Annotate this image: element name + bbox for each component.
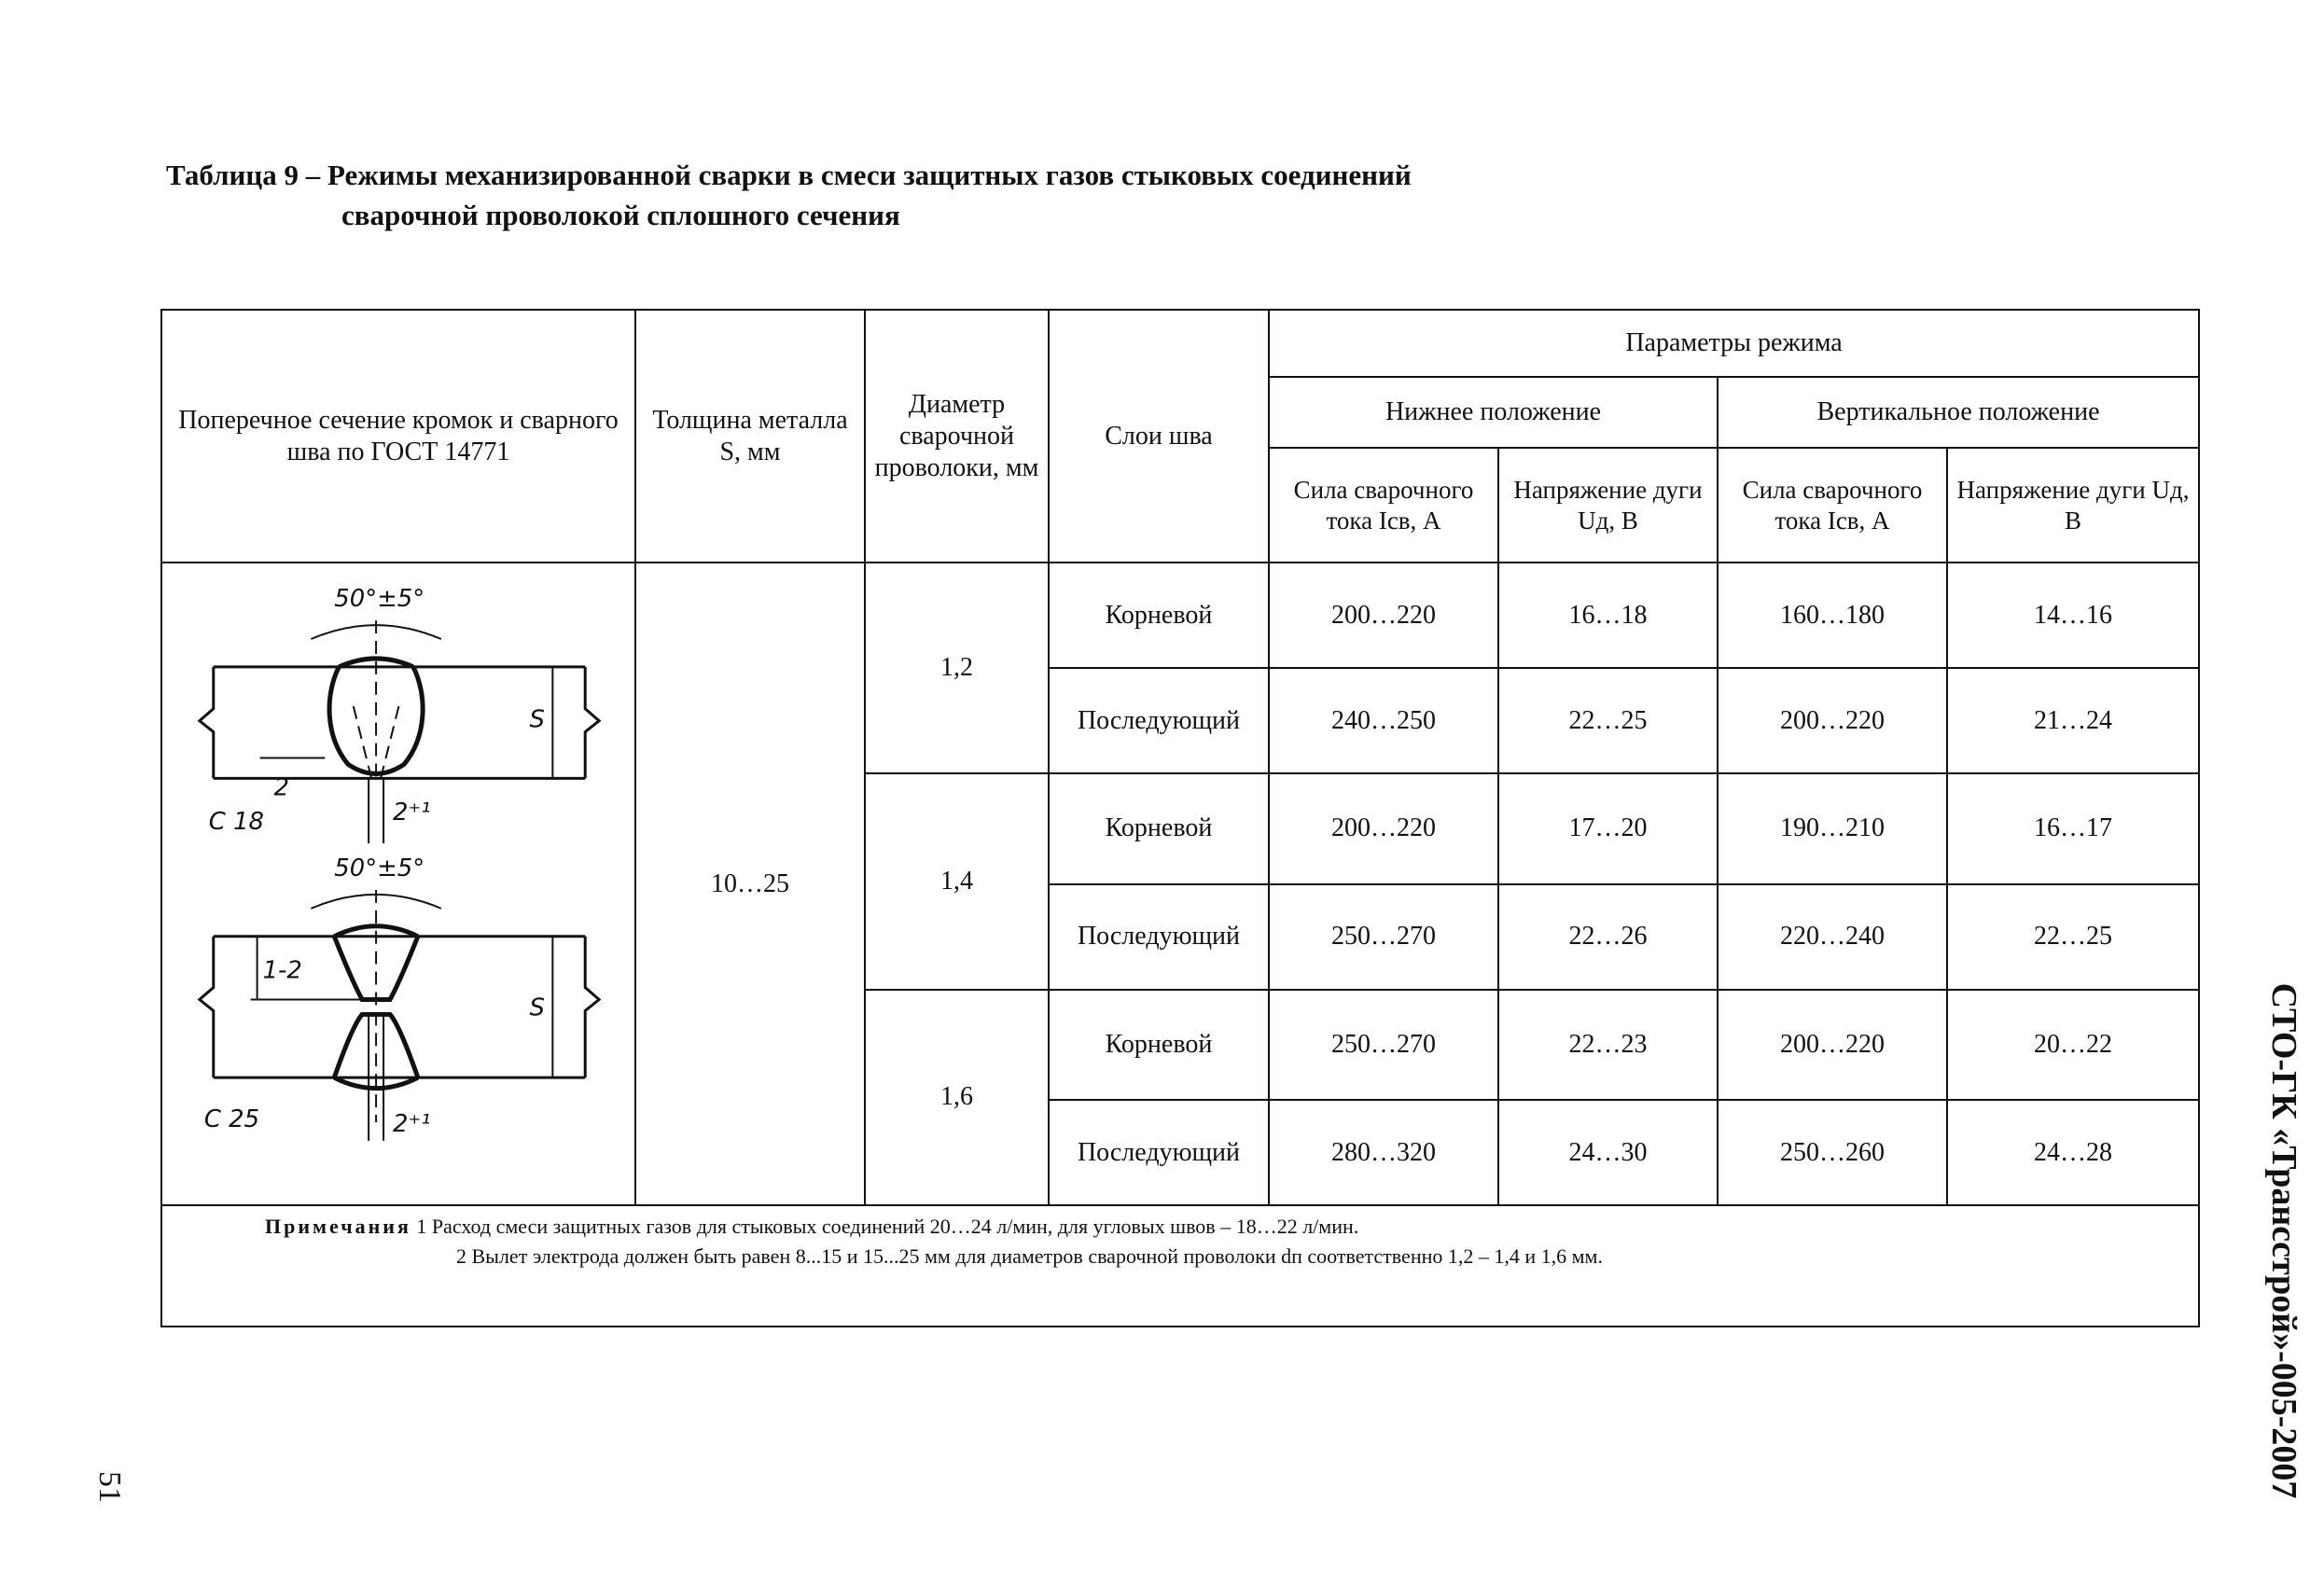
row-5-vertical-voltage: 20…22 xyxy=(1947,990,2199,1101)
thickness-value: 10…25 xyxy=(635,563,865,1205)
row-2-vertical-voltage: 21…24 xyxy=(1947,668,2199,773)
row-2-layer: Последующий xyxy=(1049,668,1269,773)
row-6-lower-voltage: 24…30 xyxy=(1498,1100,1718,1205)
table-title xyxy=(166,155,1412,235)
top-angle-label: 50°±5° xyxy=(334,585,425,614)
row-3-lower-current: 200…220 xyxy=(1269,773,1498,884)
row-6-lower-current: 280…320 xyxy=(1269,1100,1498,1205)
row-1-lower-voltage: 16…18 xyxy=(1498,563,1718,668)
header-lower-voltage: Напряжение дуги Uд, В xyxy=(1498,448,1718,563)
row-4-vertical-voltage: 22…25 xyxy=(1947,884,2199,990)
header-lower-current: Сила сварочного тока Iсв, А xyxy=(1269,448,1498,563)
row-1-lower-current: 200…220 xyxy=(1269,563,1498,668)
row-4-lower-voltage: 22…26 xyxy=(1498,884,1718,990)
row-2-vertical-current: 200…220 xyxy=(1718,668,1947,773)
header-vertical-voltage: Напряжение дуги Uд, В xyxy=(1947,448,2199,563)
row-1-layer: Корневой xyxy=(1049,563,1269,668)
row-1-vertical-current: 160…180 xyxy=(1718,563,1947,668)
row-3-layer: Корневой xyxy=(1049,773,1269,884)
bottom-dim-gap: 2⁺¹ xyxy=(393,1109,431,1138)
notes-label: Примечания xyxy=(265,1215,411,1238)
row-5-lower-voltage: 22…23 xyxy=(1498,990,1718,1101)
row-2-lower-current: 240…250 xyxy=(1269,668,1498,773)
table-notes xyxy=(161,1205,2199,1327)
cross-section-drawing-cell xyxy=(161,563,635,1205)
row-4-layer: Последующий xyxy=(1049,884,1269,990)
header-vertical-current: Сила сварочного тока Iсв, А xyxy=(1718,448,1947,563)
header-params: Параметры режима xyxy=(1269,310,2199,377)
page-number: 51 xyxy=(92,1471,127,1503)
top-dim-gap: 2⁺¹ xyxy=(393,799,431,827)
top-s-mark: S xyxy=(529,705,545,734)
row-1-vertical-voltage: 14…16 xyxy=(1947,563,2199,668)
top-dim-2: 2 xyxy=(273,773,289,802)
header-vertical-position: Вертикальное положение xyxy=(1718,377,2199,448)
row-6-vertical-voltage: 24…28 xyxy=(1947,1100,2199,1205)
row-3-lower-voltage: 17…20 xyxy=(1498,773,1718,884)
bottom-angle-label: 50°±5° xyxy=(334,854,425,883)
weld-cross-section-drawing xyxy=(162,563,634,1196)
diameter-3: 1,6 xyxy=(865,990,1049,1206)
row-5-layer: Корневой xyxy=(1049,990,1269,1101)
row-5-vertical-current: 200…220 xyxy=(1718,990,1947,1101)
row-4-lower-current: 250…270 xyxy=(1269,884,1498,990)
row-3-vertical-voltage: 16…17 xyxy=(1947,773,2199,884)
note-1: 1 Расход смеси защитных газов для стыковых соединений 20…24 л/мин, для угловых швов – 18…22 л/мин. xyxy=(416,1215,1359,1238)
header-layers: Слои шва xyxy=(1049,310,1269,563)
row-6-vertical-current: 250…260 xyxy=(1718,1100,1947,1205)
row-3-vertical-current: 190…210 xyxy=(1718,773,1947,884)
header-wire-diameter: Диаметр сварочной проволоки, мм xyxy=(865,310,1049,563)
bottom-s-mark: S xyxy=(529,993,545,1022)
note-2: 2 Вылет электрода должен быть равен 8...15 и 15...25 мм для диаметров сварочной проволоки dп соответственно 1,2 – 1,4 и 1,6 мм. xyxy=(456,1244,1603,1268)
header-lower-position: Нижнее положение xyxy=(1269,377,1718,448)
document-code xyxy=(2256,952,2312,1530)
row-2-lower-voltage: 22…25 xyxy=(1498,668,1718,773)
welding-modes-table xyxy=(160,309,2200,1327)
bottom-joint-label: С 25 xyxy=(203,1105,260,1133)
row-6-layer: Последующий xyxy=(1049,1100,1269,1205)
header-thickness: Толщина металла S, мм xyxy=(635,310,865,563)
top-joint-label: С 18 xyxy=(208,808,265,837)
bottom-dim-12: 1-2 xyxy=(262,956,302,985)
table-title-line2: сварочной проволокой сплошного сечения xyxy=(341,199,900,231)
diameter-1: 1,2 xyxy=(865,563,1049,773)
table-title-line1: Таблица 9 – Режимы механизированной сварки в смеси защитных газов стыковых соединений xyxy=(166,159,1412,191)
header-cross-section: Поперечное сечение кромок и сварного шва по ГОСТ 14771 xyxy=(161,310,635,563)
document-code-text: СТО-ГК «Трансстрой»-005-2007 xyxy=(2264,982,2303,1499)
row-5-lower-current: 250…270 xyxy=(1269,990,1498,1101)
row-4-vertical-current: 220…240 xyxy=(1718,884,1947,990)
diameter-2: 1,4 xyxy=(865,773,1049,990)
